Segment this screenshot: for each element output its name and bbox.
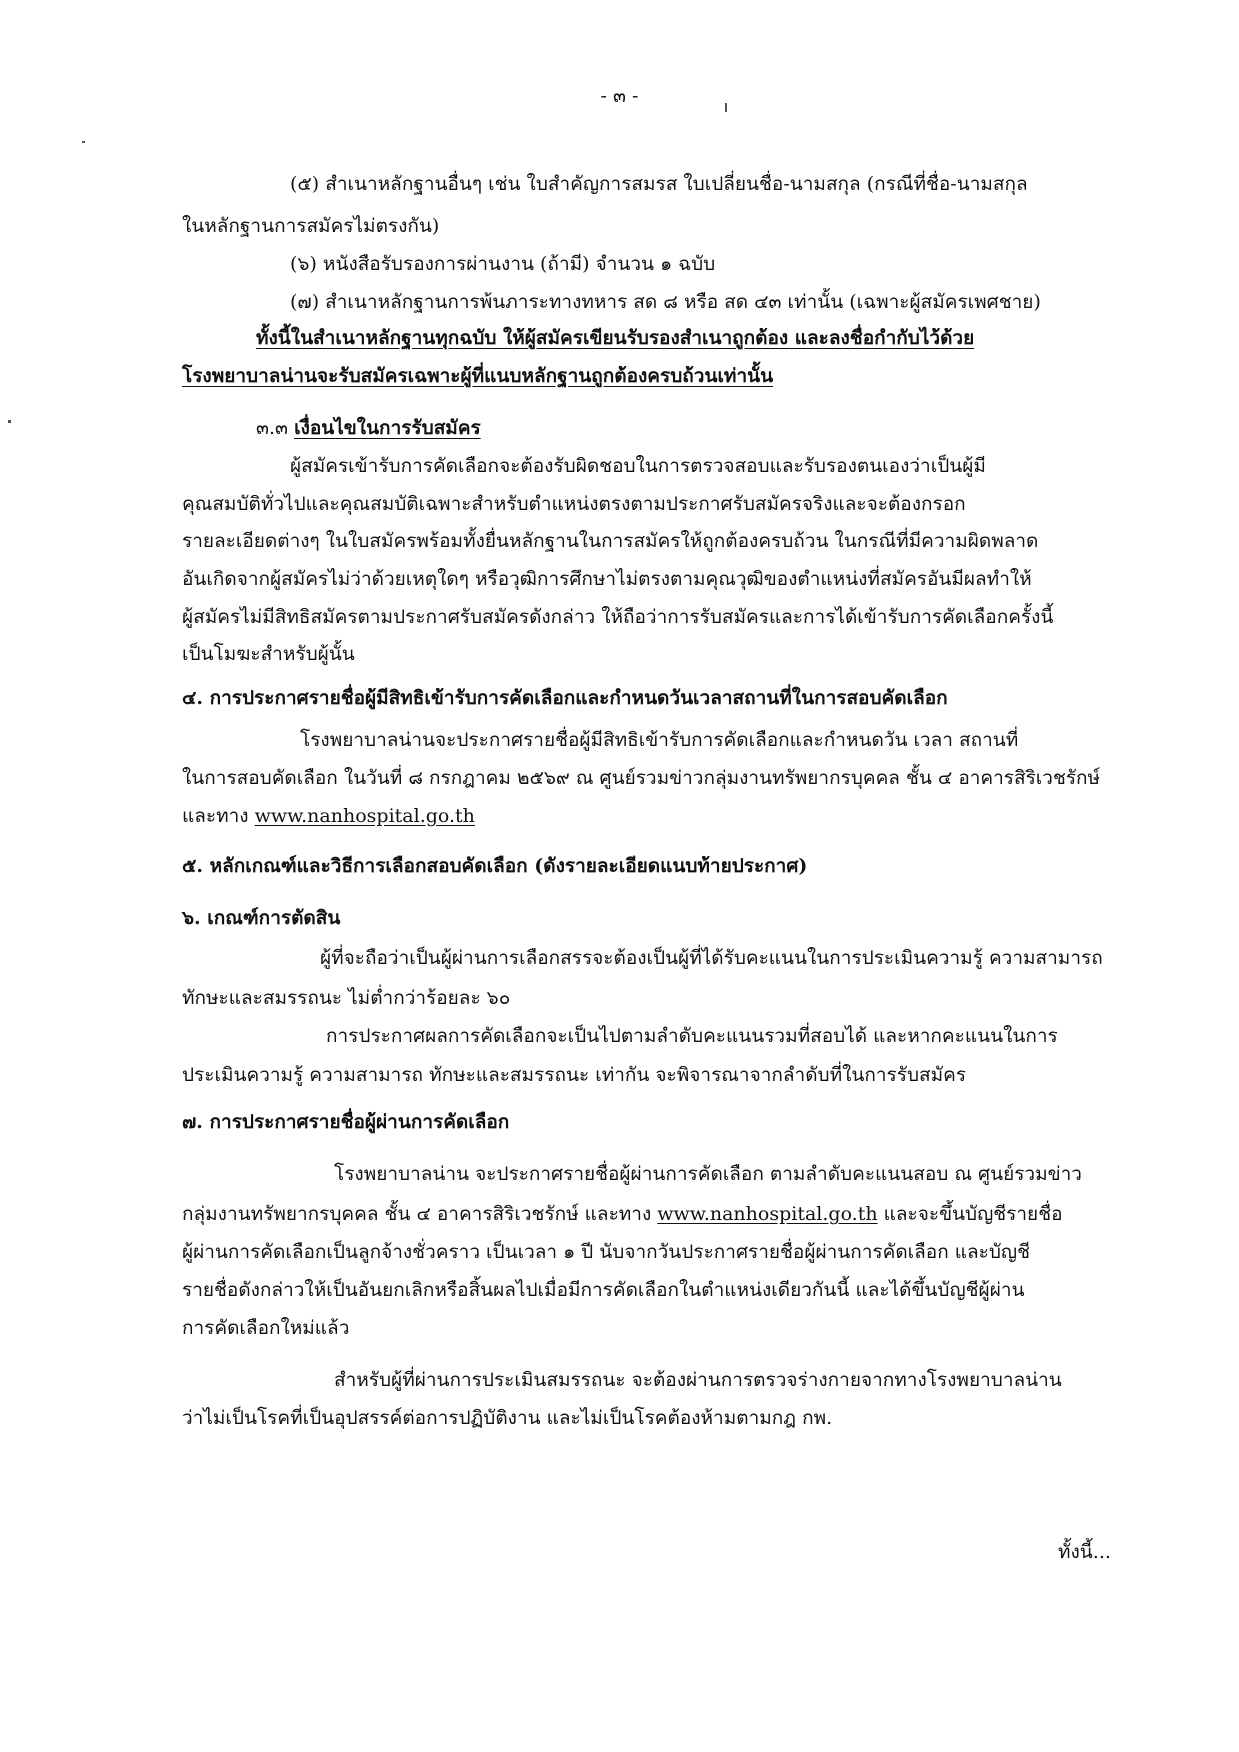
section-7-line2 [182,1200,1063,1228]
section-7-line1: โรงพยาบาลน่าน จะประกาศรายชื่อผู้ผ่านการคัดเลือก ตามลำดับคะแนนสอบ ณ ศูนย์รวมข่าว [334,1163,1082,1185]
scan-speck [8,420,11,423]
section-7-line3: ผู้ผ่านการคัดเลือกเป็นลูกจ้างชั่วคราว เป็นเวลา ๑ ปี นับจากวันประกาศรายชื่อผู้ผ่านการคัดเลือก และบัญชี [182,1241,1030,1263]
section-3-3-line6: เป็นโมฆะสำหรับผู้นั้น [182,643,355,665]
section-3-3-line2: คุณสมบัติทั่วไปและคุณสมบัติเฉพาะสำหรับตำแหน่งตรงตามประกาศรับสมัครจริงและจะต้องกรอก [182,493,966,515]
section-3-3-number: ๓.๓ [256,417,289,439]
scan-speck [725,103,727,112]
certify-note-line2: โรงพยาบาลน่านจะรับสมัครเฉพาะผู้ที่แนบหลักฐานถูกต้องครบถ้วนเท่านั้น [182,365,774,387]
section-7-line7: ว่าไม่เป็นโรคที่เป็นอุปสรรค์ต่อการปฏิบัติงาน และไม่เป็นโรคต้องห้ามตามกฎ กพ. [182,1407,833,1429]
section-3-3-title: เงื่อนไขในการรับสมัคร [294,417,481,439]
section-7-line2-tail: และจะขึ้นบัญชีรายชื่อ [877,1203,1063,1225]
section-6-title: ๖. เกณฑ์การตัดสิน [182,907,341,929]
section-4-title: ๔. การประกาศรายชื่อผู้มีสิทธิเข้ารับการคัดเลือกและกำหนดวันเวลาสถานที่ในการสอบคัดเลือก [182,687,948,709]
doc-item-7: (๗) สำเนาหลักฐานการพ้นภาระทางทหาร สด ๘ หรือ สด ๔๓ เท่านั้น (เฉพาะผู้สมัครเพศชาย) [290,291,1041,313]
doc-item-5-line2: ในหลักฐานการสมัครไม่ตรงกัน) [182,215,440,237]
section-5-title: ๕. หลักเกณฑ์และวิธีการเลือกสอบคัดเลือก (ดังรายละเอียดแนบท้ายประกาศ) [182,855,808,877]
section-7-line2-text: กลุ่มงานทรัพยากรบุคคล ชั้น ๔ อาคารสิริเวชรักษ์ และทาง [182,1203,658,1225]
doc-item-6: (๖) หนังสือรับรองการผ่านงาน (ถ้ามี) จำนวน ๑ ฉบับ [290,253,716,275]
section-6-line3: การประกาศผลการคัดเลือกจะเป็นไปตามลำดับคะแนนรวมที่สอบได้ และหากคะแนนในการ [326,1025,1058,1047]
section-7-title: ๗. การประกาศรายชื่อผู้ผ่านการคัดเลือก [182,1111,510,1133]
section-4-line1: โรงพยาบาลน่านจะประกาศรายชื่อผู้มีสิทธิเข้ารับการคัดเลือกและกำหนดวัน เวลา สถานที่ [300,729,1019,751]
hospital-website-link[interactable]: www.nanhospital.go.th [254,805,475,827]
section-4-line2: ในการสอบคัดเลือก ในวันที่ ๘ กรกฎาคม ๒๕๖๙ ณ ศูนย์รวมข่าวกลุ่มงานทรัพยากรบุคคล ชั้น ๔ อาคารสิริเวชรักษ์ [182,767,1101,789]
hospital-website-link[interactable]: www.nanhospital.go.th [657,1203,878,1225]
scan-speck [82,141,85,143]
doc-item-5-line1: (๕) สำเนาหลักฐานอื่นๆ เช่น ใบสำคัญการสมรส ใบเปลี่ยนชื่อ-นามสกุล (กรณีที่ชื่อ-นามสกุล [290,173,1028,195]
section-3-3-line5: ผู้สมัครไม่มีสิทธิสมัครตามประกาศรับสมัครดังกล่าว ให้ถือว่าการรับสมัครและการได้เข้ารับการคัดเลือกครั้งนี้ [182,606,1054,628]
section-4-line3-text: และทาง [182,805,255,827]
section-7-line5: การคัดเลือกใหม่แล้ว [182,1317,350,1339]
section-6-line4: ประเมินความรู้ ความสามารถ ทักษะและสมรรถนะ เท่ากัน จะพิจารณาจากลำดับที่ในการรับสมัคร [182,1064,967,1086]
section-6-line1: ผู้ที่จะถือว่าเป็นผู้ผ่านการเลือกสรรจะต้องเป็นผู้ที่ได้รับคะแนนในการประเมินความรู้ ความสามารถ [320,947,1103,969]
continuation-note: ทั้งนี้... [1058,1541,1111,1563]
page-number: - ๓ - [600,85,639,107]
section-3-3-line3: รายละเอียดต่างๆ ในใบสมัครพร้อมทั้งยื่นหลักฐานในการสมัครให้ถูกต้องครบถ้วน ในกรณีที่มีความผิดพลาด [182,530,1039,552]
section-7-line4: รายชื่อดังกล่าวให้เป็นอันยกเลิกหรือสิ้นผลไปเมื่อมีการคัดเลือกในตำแหน่งเดียวกันนี้ และได้ขึ้นบัญชีผู้ผ่าน [182,1279,1025,1301]
section-6-line2: ทักษะและสมรรถนะ ไม่ต่ำกว่าร้อยละ ๖๐ [182,987,511,1009]
section-4-line3 [182,802,475,830]
section-3-3-heading [256,414,481,442]
section-7-line6: สำหรับผู้ที่ผ่านการประเมินสมรรถนะ จะต้องผ่านการตรวจร่างกายจากทางโรงพยาบาลน่าน [334,1369,1062,1391]
certify-note-line1: ทั้งนี้ในสำเนาหลักฐานทุกฉบับ ให้ผู้สมัครเขียนรับรองสำเนาถูกต้อง และลงชื่อกำกับไว้ด้วย [256,327,975,349]
section-3-3-line4: อันเกิดจากผู้สมัครไม่ว่าด้วยเหตุใดๆ หรือวุฒิการศึกษาไม่ตรงตามคุณวุฒิของตำแหน่งที่สมัครอันมีผลทำให้ [182,568,1032,590]
section-3-3-line1: ผู้สมัครเข้ารับการคัดเลือกจะต้องรับผิดชอบในการตรวจสอบและรับรองตนเองว่าเป็นผู้มี [290,455,986,477]
